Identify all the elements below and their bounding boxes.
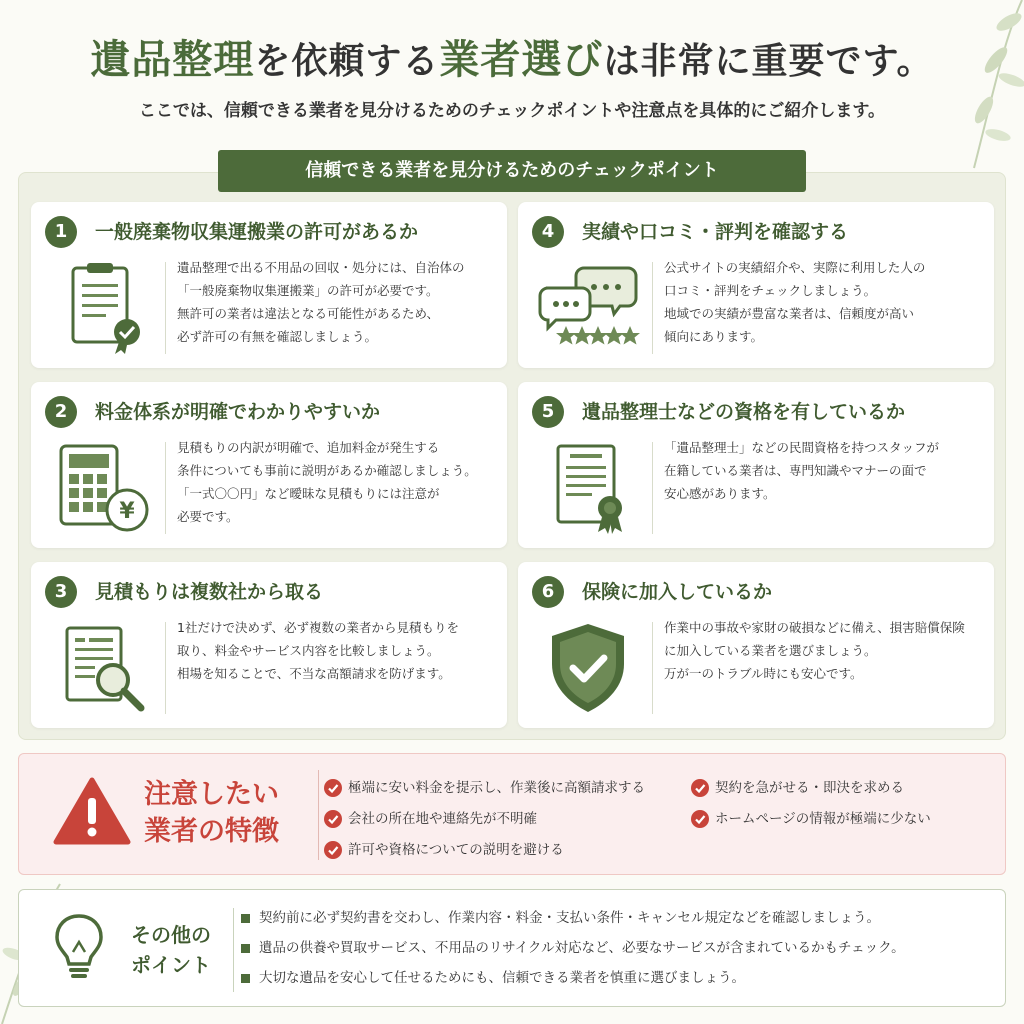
other-points-title: その他の ポイント: [131, 923, 211, 977]
checkpoint-number: 4: [532, 216, 564, 248]
description-line: 万が一のトラブル時にも安心です。: [664, 666, 863, 681]
description-line: 条件についても事前に説明があるか確認しましょう。: [177, 463, 477, 478]
clipboard-certificate-icon: [49, 260, 153, 356]
page-title: 遺品整理を依頼する業者選びは非常に重要です。: [90, 36, 934, 83]
description-line: 安心感があります。: [664, 486, 776, 501]
other-points-panel: [18, 889, 1006, 1007]
svg-text:¥: ¥: [119, 499, 135, 524]
description-line: 公式サイトの実績紹介や、実際に利用した人の: [664, 260, 926, 275]
check-circle-icon: [324, 810, 342, 828]
square-bullet-icon: [241, 944, 250, 953]
lightbulb-icon: [53, 912, 105, 984]
checkpoints-heading: 信頼できる業者を見分けるためのチェックポイント: [218, 150, 806, 192]
description-line: 「一式〇〇円」など曖昧な見積もりには注意が: [177, 486, 440, 501]
warning-item-text: 極端に安い料金を提示し、作業後に高額請求する: [348, 780, 645, 796]
square-bullet-icon: [241, 914, 250, 923]
square-bullet-icon: [241, 974, 250, 983]
other-point-text: 遺品の供養や買取サービス、不用品のリサイクル対応など、必要なサービスが含まれているかもチェック。: [259, 940, 905, 956]
check-circle-icon: [324, 841, 342, 859]
other-point-text: 大切な遺品を安心して任せるためにも、信頼できる業者を慎重に選びましょう。: [259, 970, 745, 986]
description-line: 「遺品整理士」などの民間資格を持つスタッフが: [664, 440, 940, 455]
description-line: 遺品整理で出る不用品の回収・処分には、自治体の: [177, 260, 465, 275]
other-point-item: [241, 938, 905, 958]
certificate-icon: [536, 440, 640, 536]
warning-item: [691, 809, 931, 829]
warning-item: [691, 778, 904, 798]
checkpoint-card-6: [518, 562, 994, 728]
description-line: 1社だけで決めず、必ず複数の業者から見積もりを: [177, 620, 459, 635]
checkpoint-card-1: [31, 202, 507, 368]
checkpoint-card-3: [31, 562, 507, 728]
checkpoint-card-5: [518, 382, 994, 548]
checkpoint-number: 3: [45, 576, 77, 608]
checkpoint-title: 保険に加入しているか: [582, 581, 773, 603]
warning-title: 注意したい 業者の特徴: [144, 779, 279, 847]
divider: [652, 262, 653, 354]
description-line: 必要です。: [177, 509, 239, 524]
divider: [318, 770, 319, 860]
check-circle-icon: [324, 779, 342, 797]
description-line: 在籍している業者は、専門知識やマナーの面で: [664, 463, 927, 478]
other-point-item: [241, 968, 745, 988]
check-circle-icon: [691, 779, 709, 797]
checkpoint-description: [664, 256, 984, 348]
checkpoint-description: [664, 436, 984, 505]
description-line: 地域での実績が豊富な業者は、信頼度が高い: [664, 306, 915, 321]
checkpoint-card-4: [518, 202, 994, 368]
description-line: 傾向にあります。: [664, 329, 764, 344]
checkpoint-description: [177, 436, 497, 528]
checkpoint-description: [664, 616, 984, 685]
checkpoint-number: 5: [532, 396, 564, 428]
check-circle-icon: [691, 810, 709, 828]
checkpoint-title: 実績や口コミ・評判を確認する: [582, 221, 849, 243]
divider: [165, 262, 166, 354]
warning-item: [324, 840, 564, 860]
warning-item: [324, 778, 645, 798]
checkpoint-number: 6: [532, 576, 564, 608]
other-point-text: 契約前に必ず契約書を交わし、作業内容・料金・支払い条件・キャンセル規定などを確認しましょう。: [259, 910, 880, 926]
description-line: 口コミ・評判をチェックしましょう。: [664, 283, 877, 298]
checkpoint-title: 見積もりは複数社から取る: [95, 581, 324, 603]
shield-check-icon: [536, 620, 640, 716]
checkpoint-description: [177, 616, 497, 685]
checkpoint-number: 2: [45, 396, 77, 428]
page-subtitle: ここでは、信頼できる業者を見分けるためのチェックポイントや注意点を具体的にご紹介します。: [138, 101, 886, 121]
other-point-item: [241, 908, 880, 928]
checkpoint-title: 料金体系が明確でわかりやすいか: [95, 401, 381, 423]
divider: [165, 622, 166, 714]
leaf-branch-decoration: [934, 0, 1024, 170]
document-magnifier-icon: [49, 620, 153, 716]
divider: [165, 442, 166, 534]
calculator-yen-icon: [49, 440, 153, 536]
checkpoint-title: 一般廃棄物収集運搬業の許可があるか: [95, 221, 419, 243]
checkpoint-title: 遺品整理士などの資格を有しているか: [582, 401, 906, 423]
warning-item-text: 許可や資格についての説明を避ける: [348, 842, 564, 858]
checkpoint-card-2: [31, 382, 507, 548]
description-line: 無許可の業者は違法となる可能性があるため、: [177, 306, 440, 321]
warning-item-text: 契約を急がせる・即決を求める: [715, 780, 904, 796]
divider: [652, 622, 653, 714]
description-line: 相場を知ることで、不当な高額請求を防げます。: [177, 666, 451, 681]
warning-item-text: ホームページの情報が極端に少ない: [715, 811, 931, 827]
divider: [233, 908, 234, 992]
divider: [652, 442, 653, 534]
description-line: 見積もりの内訳が明確で、追加料金が発生する: [177, 440, 440, 455]
warning-item: [324, 809, 537, 829]
description-line: 「一般廃棄物収集運搬業」の許可が必要です。: [177, 283, 439, 298]
reviews-stars-icon: [536, 260, 640, 356]
checkpoint-number: 1: [45, 216, 77, 248]
description-line: に加入している業者を選びましょう。: [664, 643, 877, 658]
warning-triangle-icon: [53, 776, 131, 846]
description-line: 作業中の事故や家財の破損などに備え、損害賠償保険: [664, 620, 965, 635]
description-line: 取り、料金やサービス内容を比較しましょう。: [177, 643, 440, 658]
warning-item-text: 会社の所在地や連絡先が不明確: [348, 811, 537, 827]
description-line: 必ず許可の有無を確認しましょう。: [177, 329, 378, 344]
warning-panel: [18, 753, 1006, 875]
checkpoint-description: [177, 256, 497, 348]
